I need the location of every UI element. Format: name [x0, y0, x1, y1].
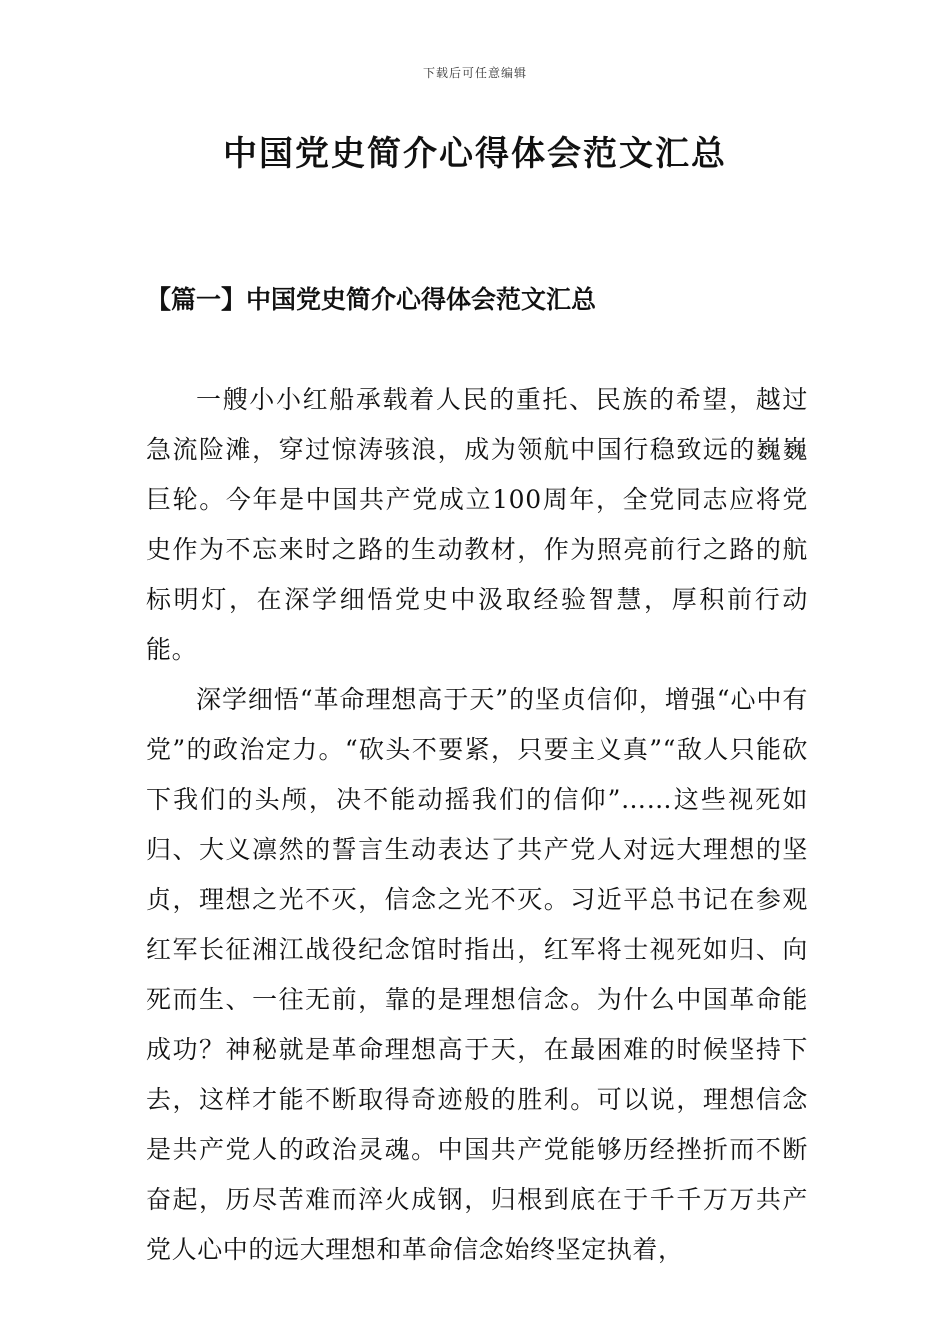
body-text: [146, 375, 808, 1275]
paragraph-2: 深学细悟“革命理想高于天”的坚贞信仰，增强“心中有党”的政治定力。“砍头不要紧，只要主义真”“敌人只能砍下我们的头颅，决不能动摇我们的信仰”……这些视死如归、大义凛然的誓言生动表达了共产党人对远大理想的坚贞，理想之光不灭，信念之光不灭。习近平总书记在参观红军长征湘江战役纪念馆时指出，红军将士视死如归、向死而生、一往无前，靠的是理想信念。为什么中国革命能成功？神秘就是革命理想高于天，在最困难的时候坚持下去，这样才能不断取得奇迹般的胜利。可以说，理想信念是共产党人的政治灵魂。中国共产党能够历经挫折而不断奋起，历尽苦难而淬火成钢，归根到底在于千千万万共产党人心中的远大理想和革命信念始终坚定执着，: [146, 685, 808, 1264]
section-heading: 【篇一】中国党史简介心得体会范文汇总: [146, 285, 597, 314]
paragraph-1: 一艘小小红船承载着人民的重托、民族的希望，越过急流险滩，穿过惊涛骇浪，成为领航中国行稳致远的巍巍巨轮。今年是中国共产党成立100周年，全党同志应将党史作为不忘来时之路的生动教材，作为照亮前行之路的航标明灯，在深学细悟党史中汲取经验智慧，厚积前行动能。: [146, 385, 808, 664]
header-note: 下载后可任意编辑: [422, 66, 527, 80]
document-title: 中国党史简介心得体会范文汇总: [223, 134, 727, 174]
